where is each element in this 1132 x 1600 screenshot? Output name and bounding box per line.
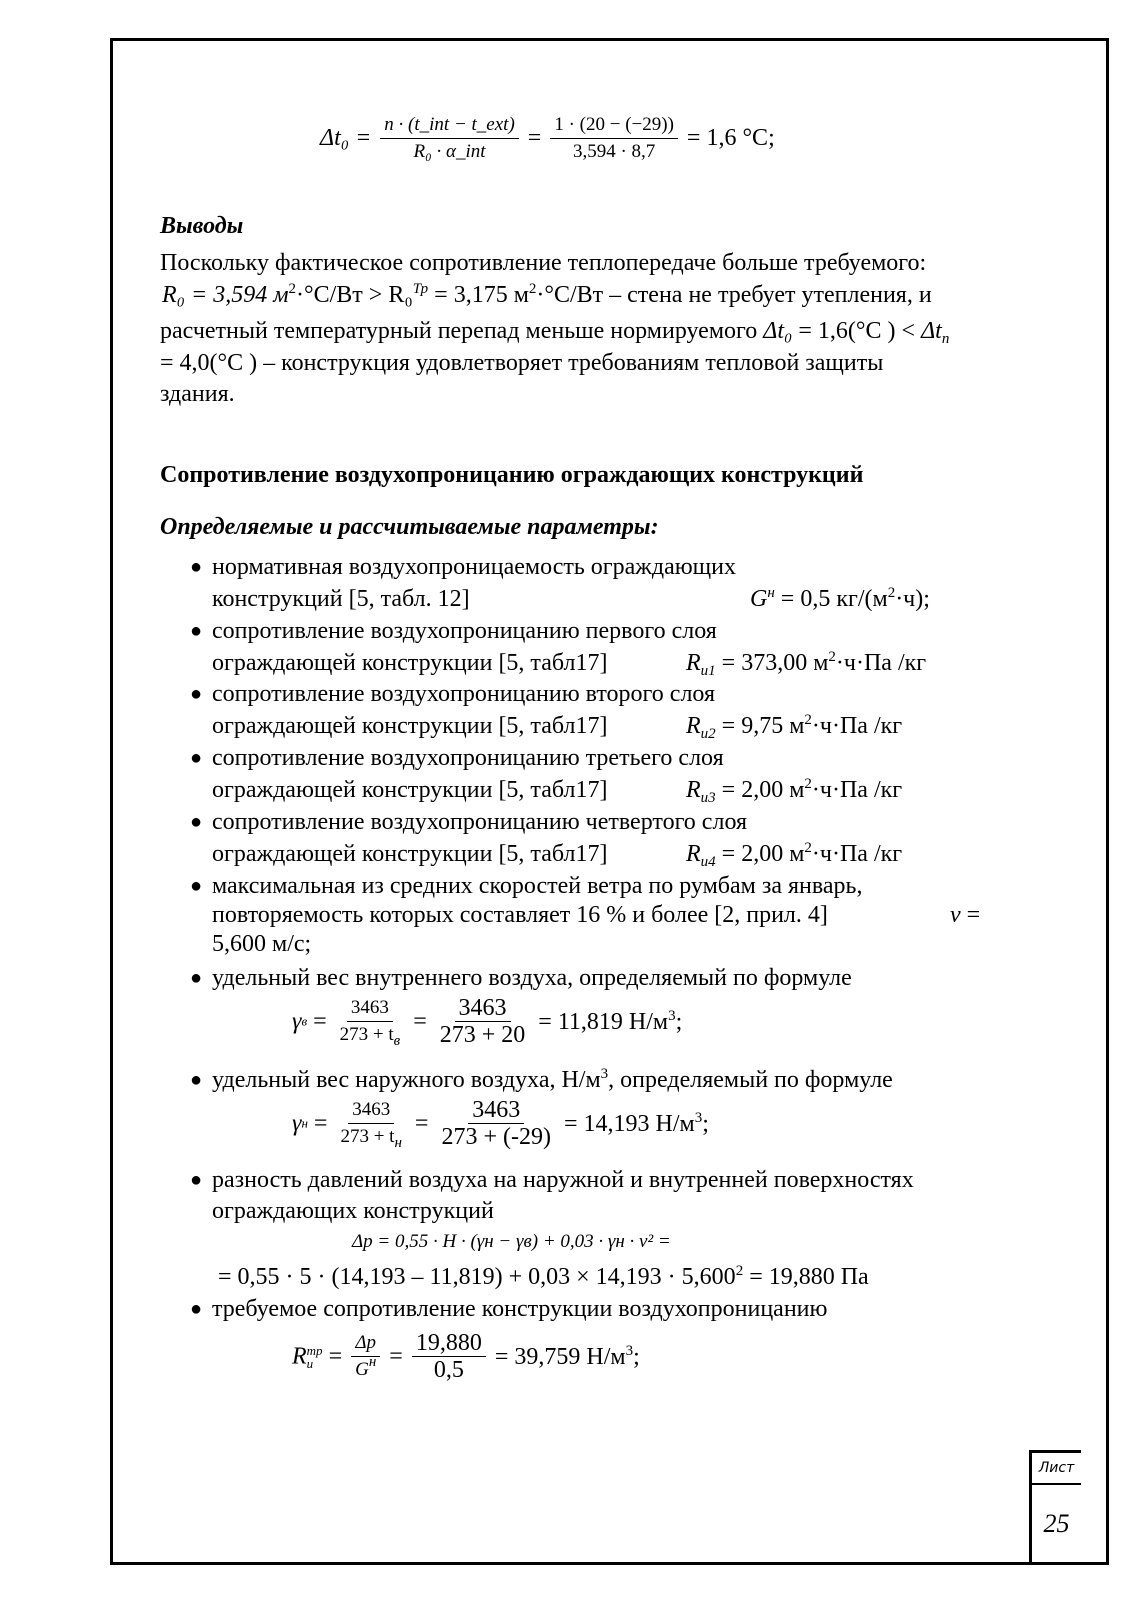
conclusions-line-5: здания. — [160, 381, 235, 407]
fraction: $\frac{3463}{273 + 20}$ — [439, 995, 526, 1048]
bullet-icon: ● — [190, 1298, 203, 1320]
bullet-icon: ● — [190, 683, 203, 705]
formula-lhs: Δt₀ = — [320, 125, 372, 151]
fraction-numerator: 1 · (20 − (−29)) — [550, 112, 678, 139]
params-heading: Определяемые и рассчитываемые параметры: — [160, 514, 659, 540]
fraction-2 — [550, 112, 678, 165]
formula-gamma-inner: γв = $\frac{3463}{273 + t_в}$ = $\frac{3463}{273 + 20}$ = 11,819 $Н/м^3$; — [292, 995, 683, 1049]
conclusions-heading: Выводы — [160, 213, 244, 239]
list-item: ● сопротивление воздухопроницанию четвертого слоя ограждающей конструкции [5, табл17] $R_{и4} = 2,00$ $м^2\cdot ч\cdot Па$ /кг — [190, 809, 903, 870]
fraction-numerator: n · (t_int − t_ext) — [380, 112, 519, 139]
fraction-denominator: 3,594 · 8,7 — [572, 141, 656, 162]
bullet-icon: ● — [190, 1069, 203, 1091]
sheet-number: 25 — [1043, 1509, 1070, 1538]
conclusions-line-2: R₀ = 3,594 $м^2\cdot^\circ С/Вт > R_0^{Тр} = 3,175$ $м^2\cdot^\circ С/Вт$ – стена не требует утепления, и — [162, 281, 932, 308]
sheet-stamp — [1029, 1450, 1081, 1562]
formula-delta-p-calc: = $0,55 \cdot 5 \cdot (14,193 - 11,819) + 0,03 \times 14,193 \cdot 5,600^2 = 19,880$ Па — [218, 1263, 869, 1290]
list-item: ● удельный вес внутреннего воздуха, определяемый по формуле γв = $\frac{3463}{273 + t_в}$ = $\frac{3463}{273 + 20}$ = 11,819 $Н/м^3$; — [190, 965, 852, 1049]
conclusions-line-3: расчетный температурный перепад меньше нормируемого Δt₀ = 1,6(°С ) < $\Delta t_n$ — [160, 318, 950, 347]
bullet-icon: ● — [190, 620, 203, 642]
bullet-icon: ● — [190, 967, 203, 989]
list-item: ● нормативная воздухопроницаемость ограждающих конструкций [5, табл. 12] $G^н = 0,5$ $кг/(м^2\cdot ч)$; — [190, 554, 930, 612]
formula-result: = 1,6 °С; — [686, 125, 775, 151]
fraction-denominator: R₀ · α_int — [413, 141, 486, 162]
sheet-label: Лист — [1032, 1453, 1081, 1485]
formula-gamma-outer: γн = $\frac{3463}{273 + t_н}$ = $\frac{3463}{273 + (-29)}$ = 14,193 $Н/м^3$; — [292, 1097, 709, 1151]
list-item: ● удельный вес наружного воздуха, $Н/м^3$, определяемый по формуле γн = $\frac{3463}{273 + t_н}$ = $\frac{3463}{273 + (-29)}$ = 14,193 $Н/м^3$; — [190, 1066, 893, 1151]
list-item: ● сопротивление воздухопроницанию третьего слоя ограждающей конструкции [5, табл17] $R_{и3} = 2,00$ $м^2\cdot ч\cdot Па$ /кг — [190, 745, 903, 806]
conclusions-line-4: = 4,0(°С ) – конструкция удовлетворяет требованиям тепловой защиты — [160, 350, 884, 376]
bullet-icon: ● — [190, 556, 203, 578]
section-title: Сопротивление воздухопроницанию ограждающих конструкций — [160, 462, 864, 488]
list-item: ● сопротивление воздухопроницанию первого слоя ограждающей конструкции [5, табл17] $R_{и1} = 373,00$ $м^2\cdot ч\cdot Па$ /кг — [190, 618, 927, 679]
list-item: ● сопротивление воздухопроницанию второго слоя ограждающей конструкции [5, табл17] $R_{и2} = 9,75$ $м^2\cdot ч\cdot Па$ /кг — [190, 681, 903, 742]
conclusions-line-1: Поскольку фактическое сопротивление теплопередаче больше требуемого: — [160, 250, 927, 276]
fraction: $\frac{3463}{273 + t_в}$ — [339, 997, 401, 1049]
fraction: $\frac{3463}{273 + t_н}$ — [340, 1099, 402, 1151]
list-item: ● максимальная из средних скоростей ветра по румбам за январь, повторяемость которых составляет 16 % и более [2, прил. 4] v = 5,600 м/с; — [190, 873, 981, 957]
fraction: $\frac{19,880}{0,5}$ — [412, 1330, 486, 1383]
list-item: ● разность давлений воздуха на наружной и внутренней поверхностях ограждающих конструкций Δp = 0,55 · H · (γн − γв) + 0,03 · γн · v² = = $0,55 \cdot 5 \cdot (14,193 - 11,819) + 0,03 \times 14,193 \cdot 5,600^2 = 19,880$ Па — [190, 1167, 914, 1290]
bullet-icon: ● — [190, 747, 203, 769]
bullet-icon: ● — [190, 1169, 203, 1191]
bullet-icon: ● — [190, 811, 203, 833]
formula-delta-p: Δp = 0,55 · H · (γн − γв) + 0,03 · γн · v² = — [352, 1231, 671, 1252]
formula-dt0: Δt₀ = $\frac{\text{n · (t\_int − t\_ext)}}{\text{R₀ · α\_int}}$ = $\frac{1 \cdot (20 - (-29))}{3,594 \cdot 8,7}$ = 1,6 °С; — [320, 112, 775, 165]
fraction: $\frac{3463}{273 + (-29)}$ — [441, 1097, 551, 1150]
fraction: $\frac{\Delta p}{G^н}$ — [351, 1330, 380, 1383]
formula-required-resistance: R тр и = $\frac{\Delta p}{G^н}$ = $\frac{19,880}{0,5}$ = 39,759 $Н/м^3$; — [292, 1330, 640, 1383]
list-item: ● требуемое сопротивление конструкции воздухопроницанию R тр и = $\frac{\Delta p}{G^н}$ = $\frac{19,880}{0,5}$ = 39,759 $Н/м^3$; — [190, 1296, 828, 1383]
fraction-1 — [380, 112, 519, 165]
bullet-icon: ● — [190, 875, 203, 897]
